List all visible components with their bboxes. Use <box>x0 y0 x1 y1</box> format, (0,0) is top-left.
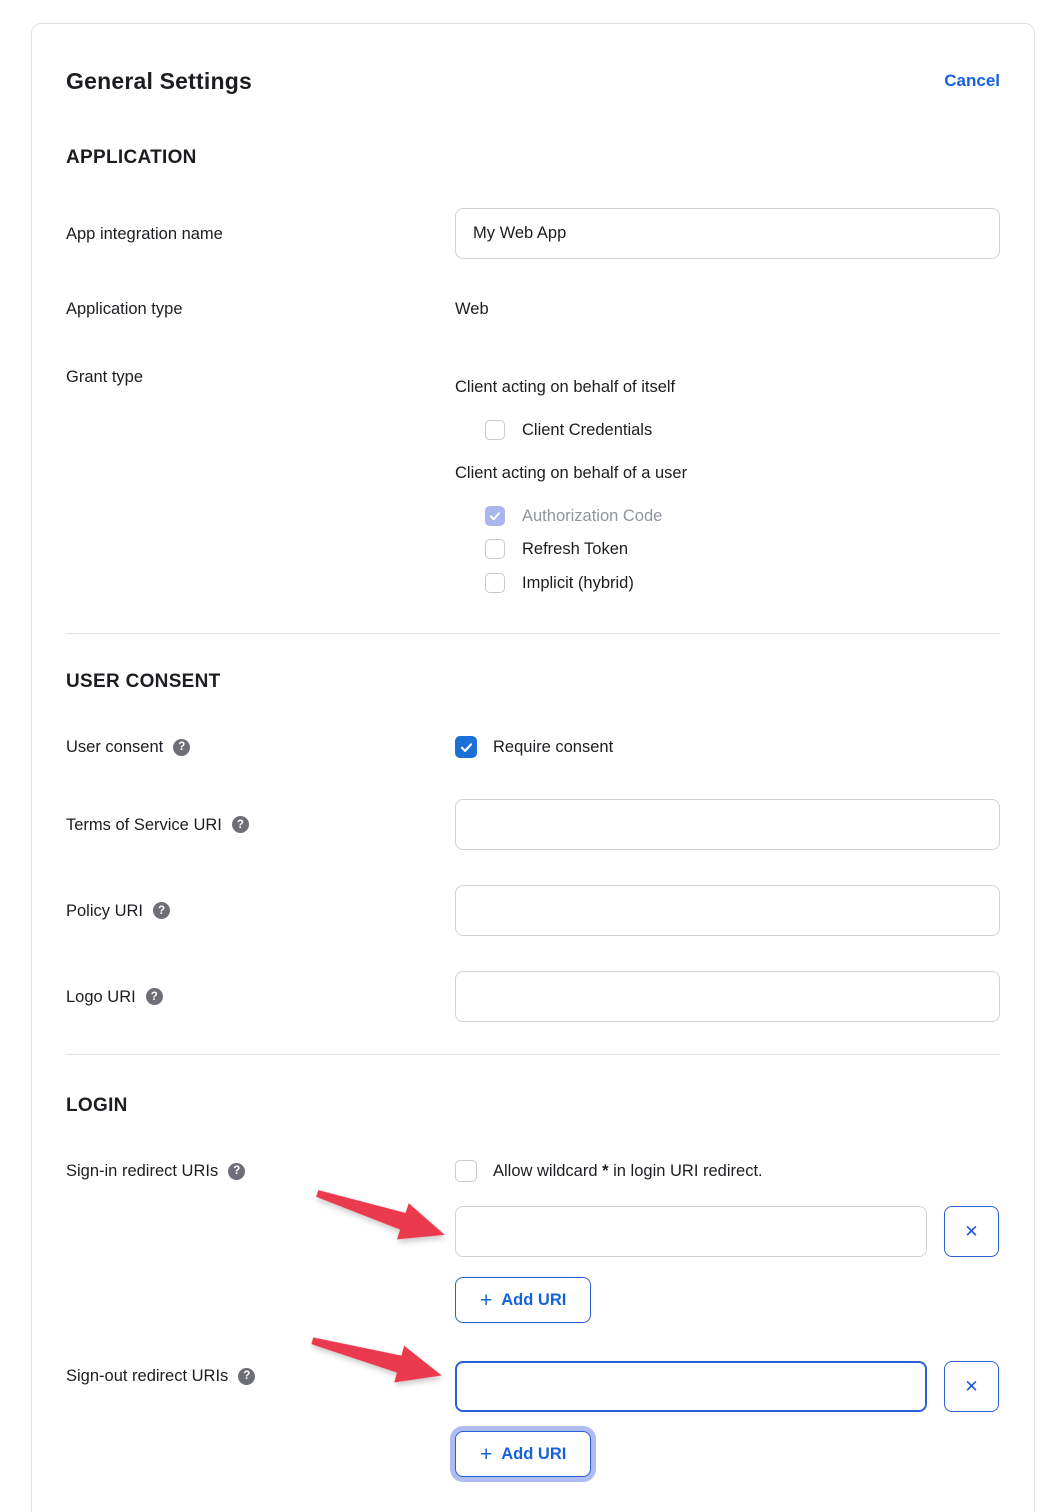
grant-group-user-heading: Client acting on behalf of a user <box>455 464 688 482</box>
sign-in-redirect-help-icon[interactable]: ? <box>228 1163 245 1180</box>
authorization-code-checkbox[interactable] <box>485 506 505 526</box>
sign-out-redirect-help-icon[interactable]: ? <box>238 1368 255 1385</box>
section-heading-application: APPLICATION <box>66 147 197 168</box>
refresh-token-label: Refresh Token <box>522 540 629 558</box>
allow-wildcard-option <box>455 1159 1000 1183</box>
terms-of-service-uri-row <box>66 799 1000 850</box>
user-consent-label: User consent <box>66 738 164 756</box>
terms-of-service-help-icon[interactable]: ? <box>232 816 249 833</box>
sign-in-redirect-uri-input[interactable] <box>455 1206 927 1257</box>
sign-out-add-uri-button[interactable] <box>455 1431 591 1477</box>
sign-out-redirect-label: Sign-out redirect URIs <box>66 1367 229 1385</box>
policy-uri-label: Policy URI <box>66 901 144 920</box>
sign-in-add-uri-row <box>66 1277 1000 1323</box>
allow-wildcard-checkbox[interactable] <box>455 1160 477 1182</box>
close-icon: ✕ <box>964 1377 979 1396</box>
plus-icon: + <box>480 1442 493 1466</box>
require-consent-option <box>455 735 1000 759</box>
policy-uri-input[interactable] <box>455 885 1000 936</box>
authorization-code-label: Authorization Code <box>522 507 663 525</box>
terms-of-service-uri-input[interactable] <box>455 799 1000 850</box>
section-divider <box>66 1054 1000 1055</box>
implicit-hybrid-label: Implicit (hybrid) <box>522 574 634 592</box>
application-type-row <box>66 297 1000 321</box>
sign-out-add-uri-row <box>66 1431 1000 1477</box>
close-icon: ✕ <box>964 1222 979 1241</box>
refresh-token-checkbox[interactable] <box>485 539 505 559</box>
logo-uri-label: Logo URI <box>66 987 136 1006</box>
authorization-code-option <box>485 504 1000 528</box>
cancel-button[interactable]: Cancel <box>944 71 1000 90</box>
section-heading-user-consent: USER CONSENT <box>66 671 221 692</box>
client-credentials-label: Client Credentials <box>522 421 653 439</box>
checkmark-icon <box>459 740 474 755</box>
application-type-label: Application type <box>66 300 183 318</box>
sign-out-redirect-row <box>66 1361 1000 1412</box>
grant-type-options <box>455 365 1000 595</box>
plus-icon: + <box>480 1288 493 1312</box>
grant-type-label: Grant type <box>66 368 144 386</box>
implicit-hybrid-option <box>485 571 1000 595</box>
user-consent-help-icon[interactable]: ? <box>173 739 190 756</box>
require-consent-checkbox[interactable] <box>455 736 477 758</box>
logo-uri-row <box>66 971 1000 1022</box>
sign-out-uri-remove-button[interactable] <box>944 1361 999 1412</box>
implicit-hybrid-checkbox[interactable] <box>485 573 505 593</box>
sign-in-redirect-label: Sign-in redirect URIs <box>66 1162 219 1180</box>
sign-out-redirect-uri-input[interactable] <box>455 1361 927 1412</box>
app-integration-name-label: App integration name <box>66 224 223 243</box>
checkmark-icon <box>488 509 502 523</box>
page-title: General Settings <box>66 68 252 94</box>
require-consent-label: Require consent <box>493 738 614 756</box>
general-settings-card <box>31 23 1035 1512</box>
app-integration-name-input[interactable] <box>455 208 1000 259</box>
client-credentials-option <box>485 418 1000 442</box>
user-consent-row <box>66 735 1000 759</box>
client-credentials-checkbox[interactable] <box>485 420 505 440</box>
refresh-token-option <box>485 537 1000 561</box>
grant-type-row <box>66 365 1000 595</box>
logo-uri-input[interactable] <box>455 971 1000 1022</box>
policy-uri-row <box>66 885 1000 936</box>
application-type-value: Web <box>455 300 489 318</box>
add-uri-label: Add URI <box>501 1290 567 1309</box>
section-heading-login: LOGIN <box>66 1095 128 1116</box>
wildcard-star: * <box>602 1162 609 1180</box>
add-uri-label: Add URI <box>501 1444 567 1463</box>
app-integration-name-row <box>66 208 1000 259</box>
grant-group-self-heading: Client acting on behalf of itself <box>455 378 676 396</box>
terms-of-service-uri-label: Terms of Service URI <box>66 815 222 834</box>
sign-in-redirect-row <box>66 1159 1000 1183</box>
sign-in-uri-remove-button[interactable] <box>944 1206 999 1257</box>
policy-uri-help-icon[interactable]: ? <box>153 902 170 919</box>
sign-in-add-uri-button[interactable] <box>455 1277 591 1323</box>
section-divider <box>66 633 1000 634</box>
sign-in-uri-input-row <box>66 1206 1000 1257</box>
logo-uri-help-icon[interactable]: ? <box>146 988 163 1005</box>
card-header <box>66 64 1000 98</box>
allow-wildcard-label: Allow wildcard * in login URI redirect. <box>493 1162 763 1180</box>
